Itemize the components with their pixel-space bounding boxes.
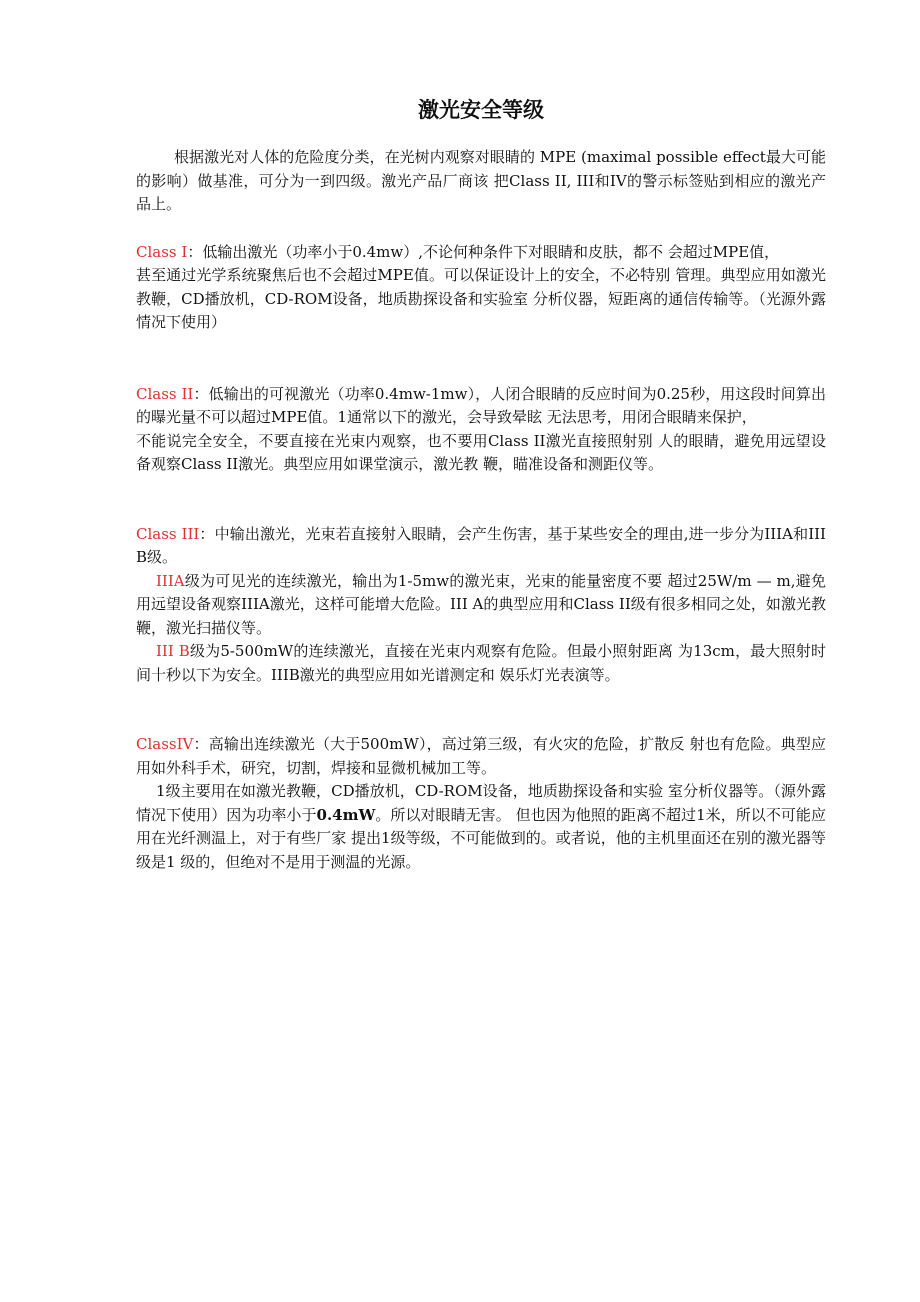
note-text-2: 。所以对眼睛无害。 但也因为他照的距离不超过1米，所以不可能应用在光纤测温上，对于有些厂家 提出1级等级，不可能做到的。或者说，他的主机里面还在别的激光器等级是1 级的，但绝对不是用于测温的光源。 (136, 805, 826, 871)
class2-text: ：低输出的可视激光（功率0.4mw-1mw），人闭合眼睛的反应时间为0.25秒，用这段时间算出的曝光量不可以超过MPE值。1通常以下的激光，会导致晕眩 无法思考，用闭合眼睛来保护， (136, 384, 827, 426)
class1-note-paragraph (136, 780, 826, 874)
class2-paragraph-2: 不能说完全安全，不要直接在光束内观察，也不要用Class II激光直接照射别 人的眼睛，避免用远望设备观察Class II激光。典型应用如课堂演示，激光教 鞭，瞄准设备和测距仪等。 (136, 431, 826, 473)
note-power-value: 0.4mW (316, 805, 376, 824)
class4-paragraph (136, 733, 826, 780)
spacer (136, 217, 826, 241)
class3b-paragraph (136, 640, 826, 687)
class3a-paragraph (136, 570, 826, 641)
class4-text: ：高输出连续激光（大于500mW），高过第三级，有火灾的危险，扩散反 射也有危险。典型应用如外科手术，研究，切割，焊接和显微机械加工等。 (136, 735, 826, 777)
class1-text: ：低输出激光（功率小于0.4mw）,不论何种条件下对眼睛和皮肤，都不 会超过MPE值， (187, 242, 780, 261)
class3a-label: IIIA (156, 571, 185, 590)
class2-paragraph (136, 383, 826, 430)
class3b-text: 级为5-500mW的连续激光，直接在光束内观察有危险。但最小照射距离 为13cm，最大照射时间十秒以下为安全。IIIB激光的典型应用如光谱测定和 娱乐灯光表演等。 (136, 642, 826, 684)
class1-paragraph-2: 甚至通过光学系统聚焦后也不会超过MPE值。可以保证设计上的安全，不必特别 管理。典型应用如激光教鞭，CD播放机，CD-ROM设备，地质勘探设备和实验室 分析仪器，短距离的通信传输等。（光源外露情况下使用） (136, 266, 826, 331)
spacer (136, 477, 826, 523)
class1-label: Class I (136, 242, 188, 261)
spacer (136, 335, 826, 383)
class3b-label: III B (156, 642, 190, 660)
class3-label: Class III (136, 524, 200, 543)
document-title: 激光安全等级 (418, 98, 544, 122)
note-text-1: 1级主要用在如激光教鞭，CD播放机，CD-ROM设备，地质勘探设备和实验 室分析仪器等。（源外露情况下使用）因为功率小于 (136, 782, 826, 824)
class4-label: ClassIV (136, 735, 194, 753)
class1-paragraph (136, 241, 826, 265)
class2-label: Class II (136, 384, 194, 403)
spacer (136, 687, 826, 733)
class3-text: ：中输出激光，光束若直接射入眼睛，会产生伤害，基于某些安全的理由,进一步分为IIIA和IIIB级。 (136, 524, 826, 566)
intro-paragraph: 根据激光对人体的危险度分类，在光树内观察对眼睛的 MPE (maximal possible effect最大可能的影响）做基准，可分为一到四级。激光产品厂商该 把Class II, III和IV的警示标签贴到相应的激光产品上。 (136, 148, 826, 213)
class3-paragraph (136, 523, 826, 570)
document-page (136, 92, 826, 874)
class3a-text: 级为可见光的连续激光，输出为1-5mw的激光束，光束的能量密度不要 超过25W/m — m,避免用远望设备观察IIIA激光，这样可能增大危险。III A的典型应用和Class II级有很多相同之处，如激光教鞭，激光扫描仪等。 (136, 571, 826, 637)
